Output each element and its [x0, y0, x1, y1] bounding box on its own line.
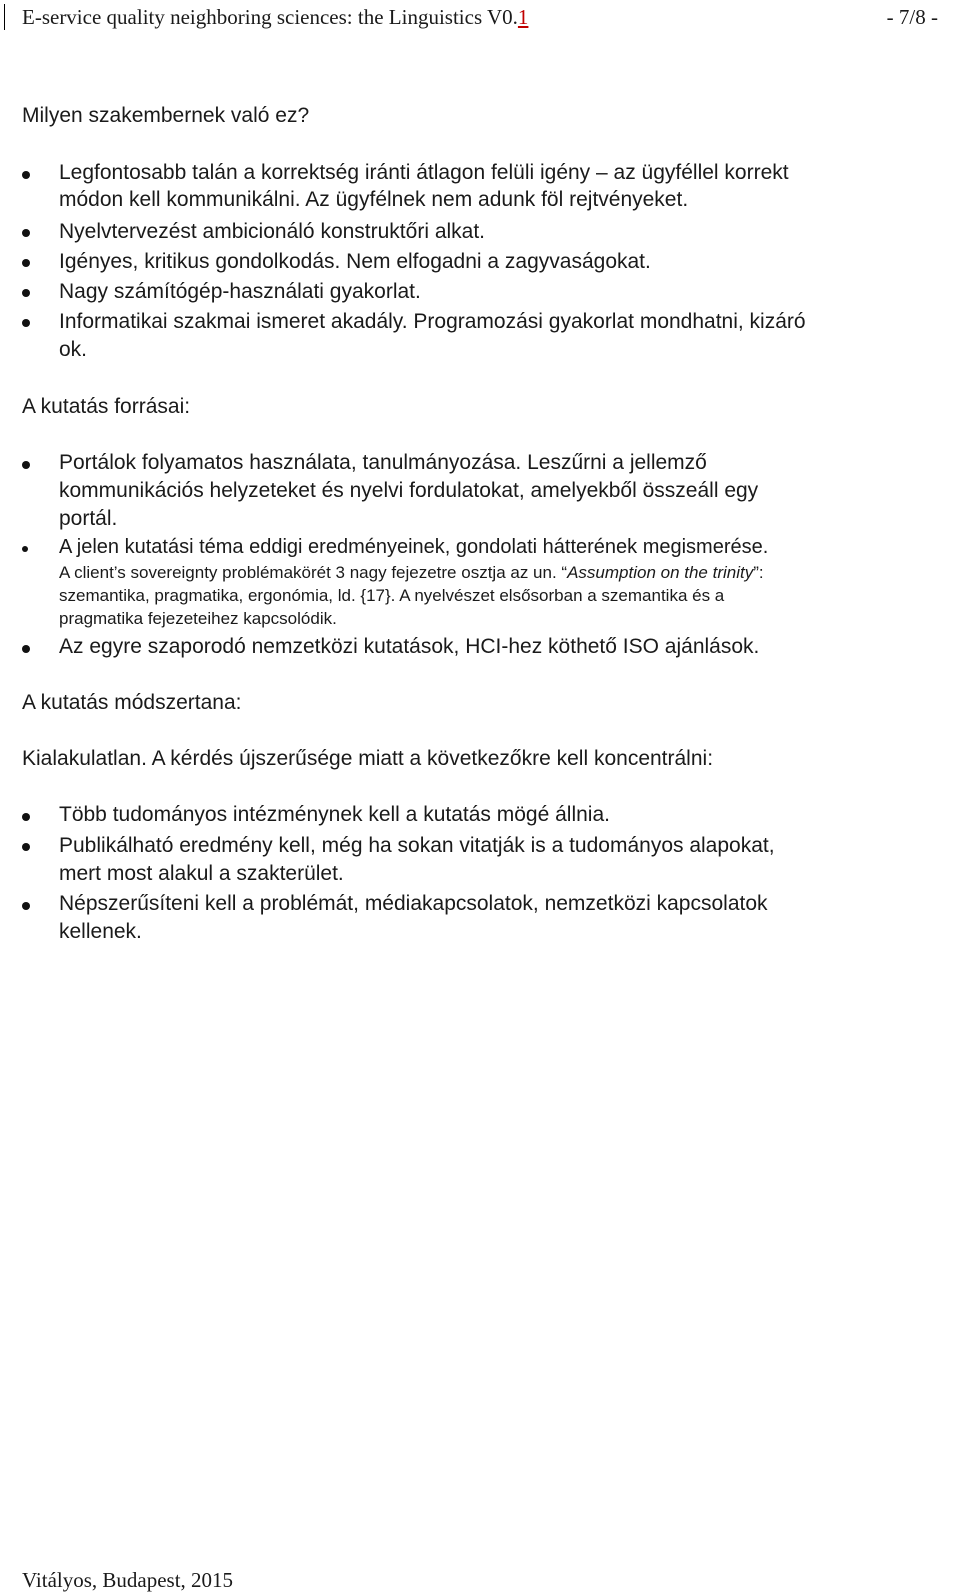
list-item-line: Igényes, kritikus gondolkodás. Nem elfogadni a zagyvaságokat.: [59, 250, 651, 273]
bullet-icon: [22, 546, 28, 552]
detail-italic: Assumption on the trinity: [567, 563, 754, 582]
section-heading-method: A kutatás módszertana:: [22, 691, 242, 714]
list-item-line: portál.: [59, 507, 118, 530]
list-item-detail: szemantika, pragmatika, ergonómia, ld. {17}. A nyelvészet elsősorban a szemantika és a: [59, 586, 725, 605]
bullet-icon: [22, 289, 30, 297]
bullet-icon: [22, 229, 30, 237]
list-item-line: Népszerűsíteni kell a problémát, médiakapcsolatok, nemzetközi kapcsolatok: [59, 892, 768, 915]
bullet-icon: [22, 902, 30, 910]
bullet-icon: [22, 171, 30, 179]
list-item-line: kellenek.: [59, 920, 142, 943]
section-heading-sources: A kutatás forrásai:: [22, 395, 191, 418]
list-item-line: Legfontosabb talán a korrektség iránti átlagon felüli igény – az ügyféllel korrekt: [59, 161, 789, 184]
list-item-line: Nyelvtervezést ambicionáló konstruktőri alkat.: [59, 220, 486, 243]
page-footer: Vitályos, Budapest, 2015: [22, 1568, 234, 1592]
list-item-detail: [59, 563, 764, 583]
bullet-icon: [22, 319, 30, 327]
bullet-icon: [22, 813, 30, 821]
section-heading-who: Milyen szakembernek való ez?: [22, 104, 310, 127]
list-item-line: ok.: [59, 338, 88, 361]
list-item-line: Informatikai szakmai ismeret akadály. Programozási gyakorlat mondhatni, kizáró: [59, 310, 806, 333]
page-number: - 7/8 -: [886, 5, 938, 29]
list-item-line: A jelen kutatási téma eddigi eredményeinek, gondolati hátterének megismerése.: [59, 536, 769, 558]
bullet-icon: [22, 461, 30, 469]
list-item-line: kommunikációs helyzeteket és nyelvi fordulatokat, amelyekből összeáll egy: [59, 479, 759, 502]
list-item-line: Publikálható eredmény kell, még ha sokan vitatják is a tudományos alapokat,: [59, 834, 775, 857]
list-item-line: Portálok folyamatos használata, tanulmányozása. Leszűrni a jellemző: [59, 451, 707, 474]
detail-text: ”:: [753, 563, 764, 582]
list-item-line: módon kell kommunikálni. Az ügyfélnek nem adunk föl rejtvényeket.: [59, 188, 689, 211]
document-title-main: E-service quality neighboring sciences: the Linguistics V0.: [22, 5, 518, 29]
list-item-line: Az egyre szaporodó nemzetközi kutatások, HCI-hez köthető ISO ajánlások.: [59, 635, 760, 658]
list-item-line: mert most alakul a szakterület.: [59, 862, 344, 885]
bullet-icon: [22, 259, 30, 267]
header-margin-bar: [4, 4, 5, 30]
list-item-detail: pragmatika fejezeteihez kapcsolódik.: [59, 609, 337, 628]
document-title: [22, 5, 528, 30]
bullet-icon: [22, 645, 30, 653]
method-intro: Kialakulatlan. A kérdés újszerűsége miatt a következőkre kell koncentrálni:: [22, 747, 714, 770]
list-item-line: Több tudományos intézménynek kell a kutatás mögé állnia.: [59, 803, 610, 826]
detail-text: A client’s sovereignty problémakörét 3 nagy fejezetre osztja az un. “: [59, 563, 568, 582]
bullet-icon: [22, 843, 30, 851]
page-header: [0, 0, 960, 40]
list-item-line: Nagy számítógép-használati gyakorlat.: [59, 280, 421, 303]
document-title-version: 1: [517, 5, 529, 29]
